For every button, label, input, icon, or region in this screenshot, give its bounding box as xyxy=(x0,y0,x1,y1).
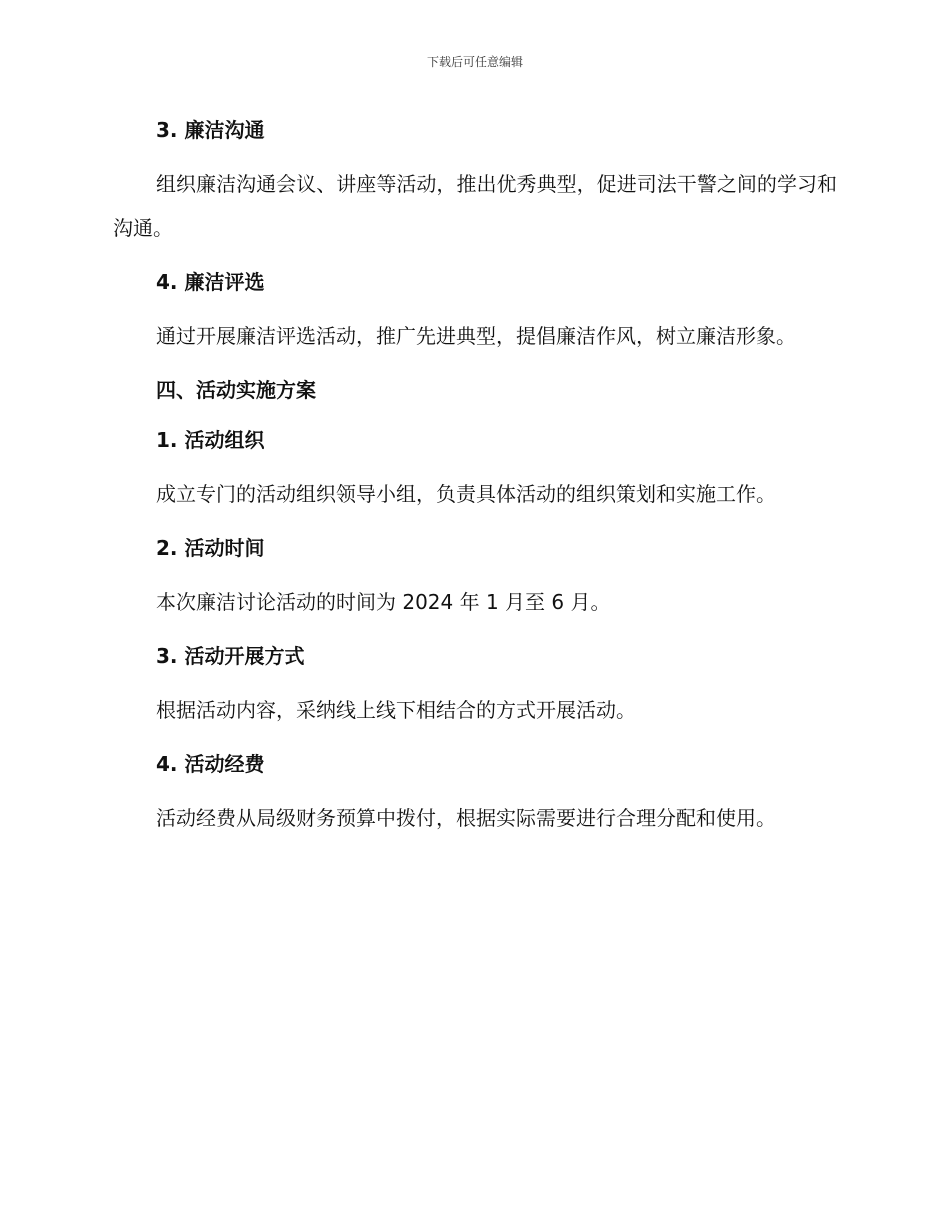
paragraph-lianjie-pingxuan: 通过开展廉洁评选活动，推广先进典型，提倡廉洁作风，树立廉洁形象。 xyxy=(156,324,796,348)
heading-activity-time: 2. 活动时间 xyxy=(156,536,265,560)
document-body xyxy=(113,112,837,840)
heading-activity-funding: 4. 活动经费 xyxy=(156,752,265,776)
page-header-note: 下载后可任意编辑 xyxy=(426,55,523,69)
heading-activity-organization: 1. 活动组织 xyxy=(156,428,265,452)
paragraph-lianjie-goutong: 组织廉洁沟通会议、讲座等活动，推出优秀典型，促进司法干警之间的学习和沟通。 xyxy=(113,172,837,240)
paragraph-activity-organization: 成立专门的活动组织领导小组，负责具体活动的组织策划和实施工作。 xyxy=(156,482,776,506)
paragraph-activity-funding: 活动经费从局级财务预算中拨付，根据实际需要进行合理分配和使用。 xyxy=(156,806,776,830)
paragraph-activity-time: 本次廉洁讨论活动的时间为 2024 年 1 月至 6 月。 xyxy=(156,590,611,614)
heading-section-four: 四、活动实施方案 xyxy=(156,378,316,402)
paragraph-activity-method: 根据活动内容，采纳线上线下相结合的方式开展活动。 xyxy=(156,698,636,722)
heading-lianjie-goutong: 3. 廉洁沟通 xyxy=(156,118,265,142)
heading-lianjie-pingxuan: 4. 廉洁评选 xyxy=(156,270,265,294)
heading-activity-method: 3. 活动开展方式 xyxy=(156,644,305,668)
